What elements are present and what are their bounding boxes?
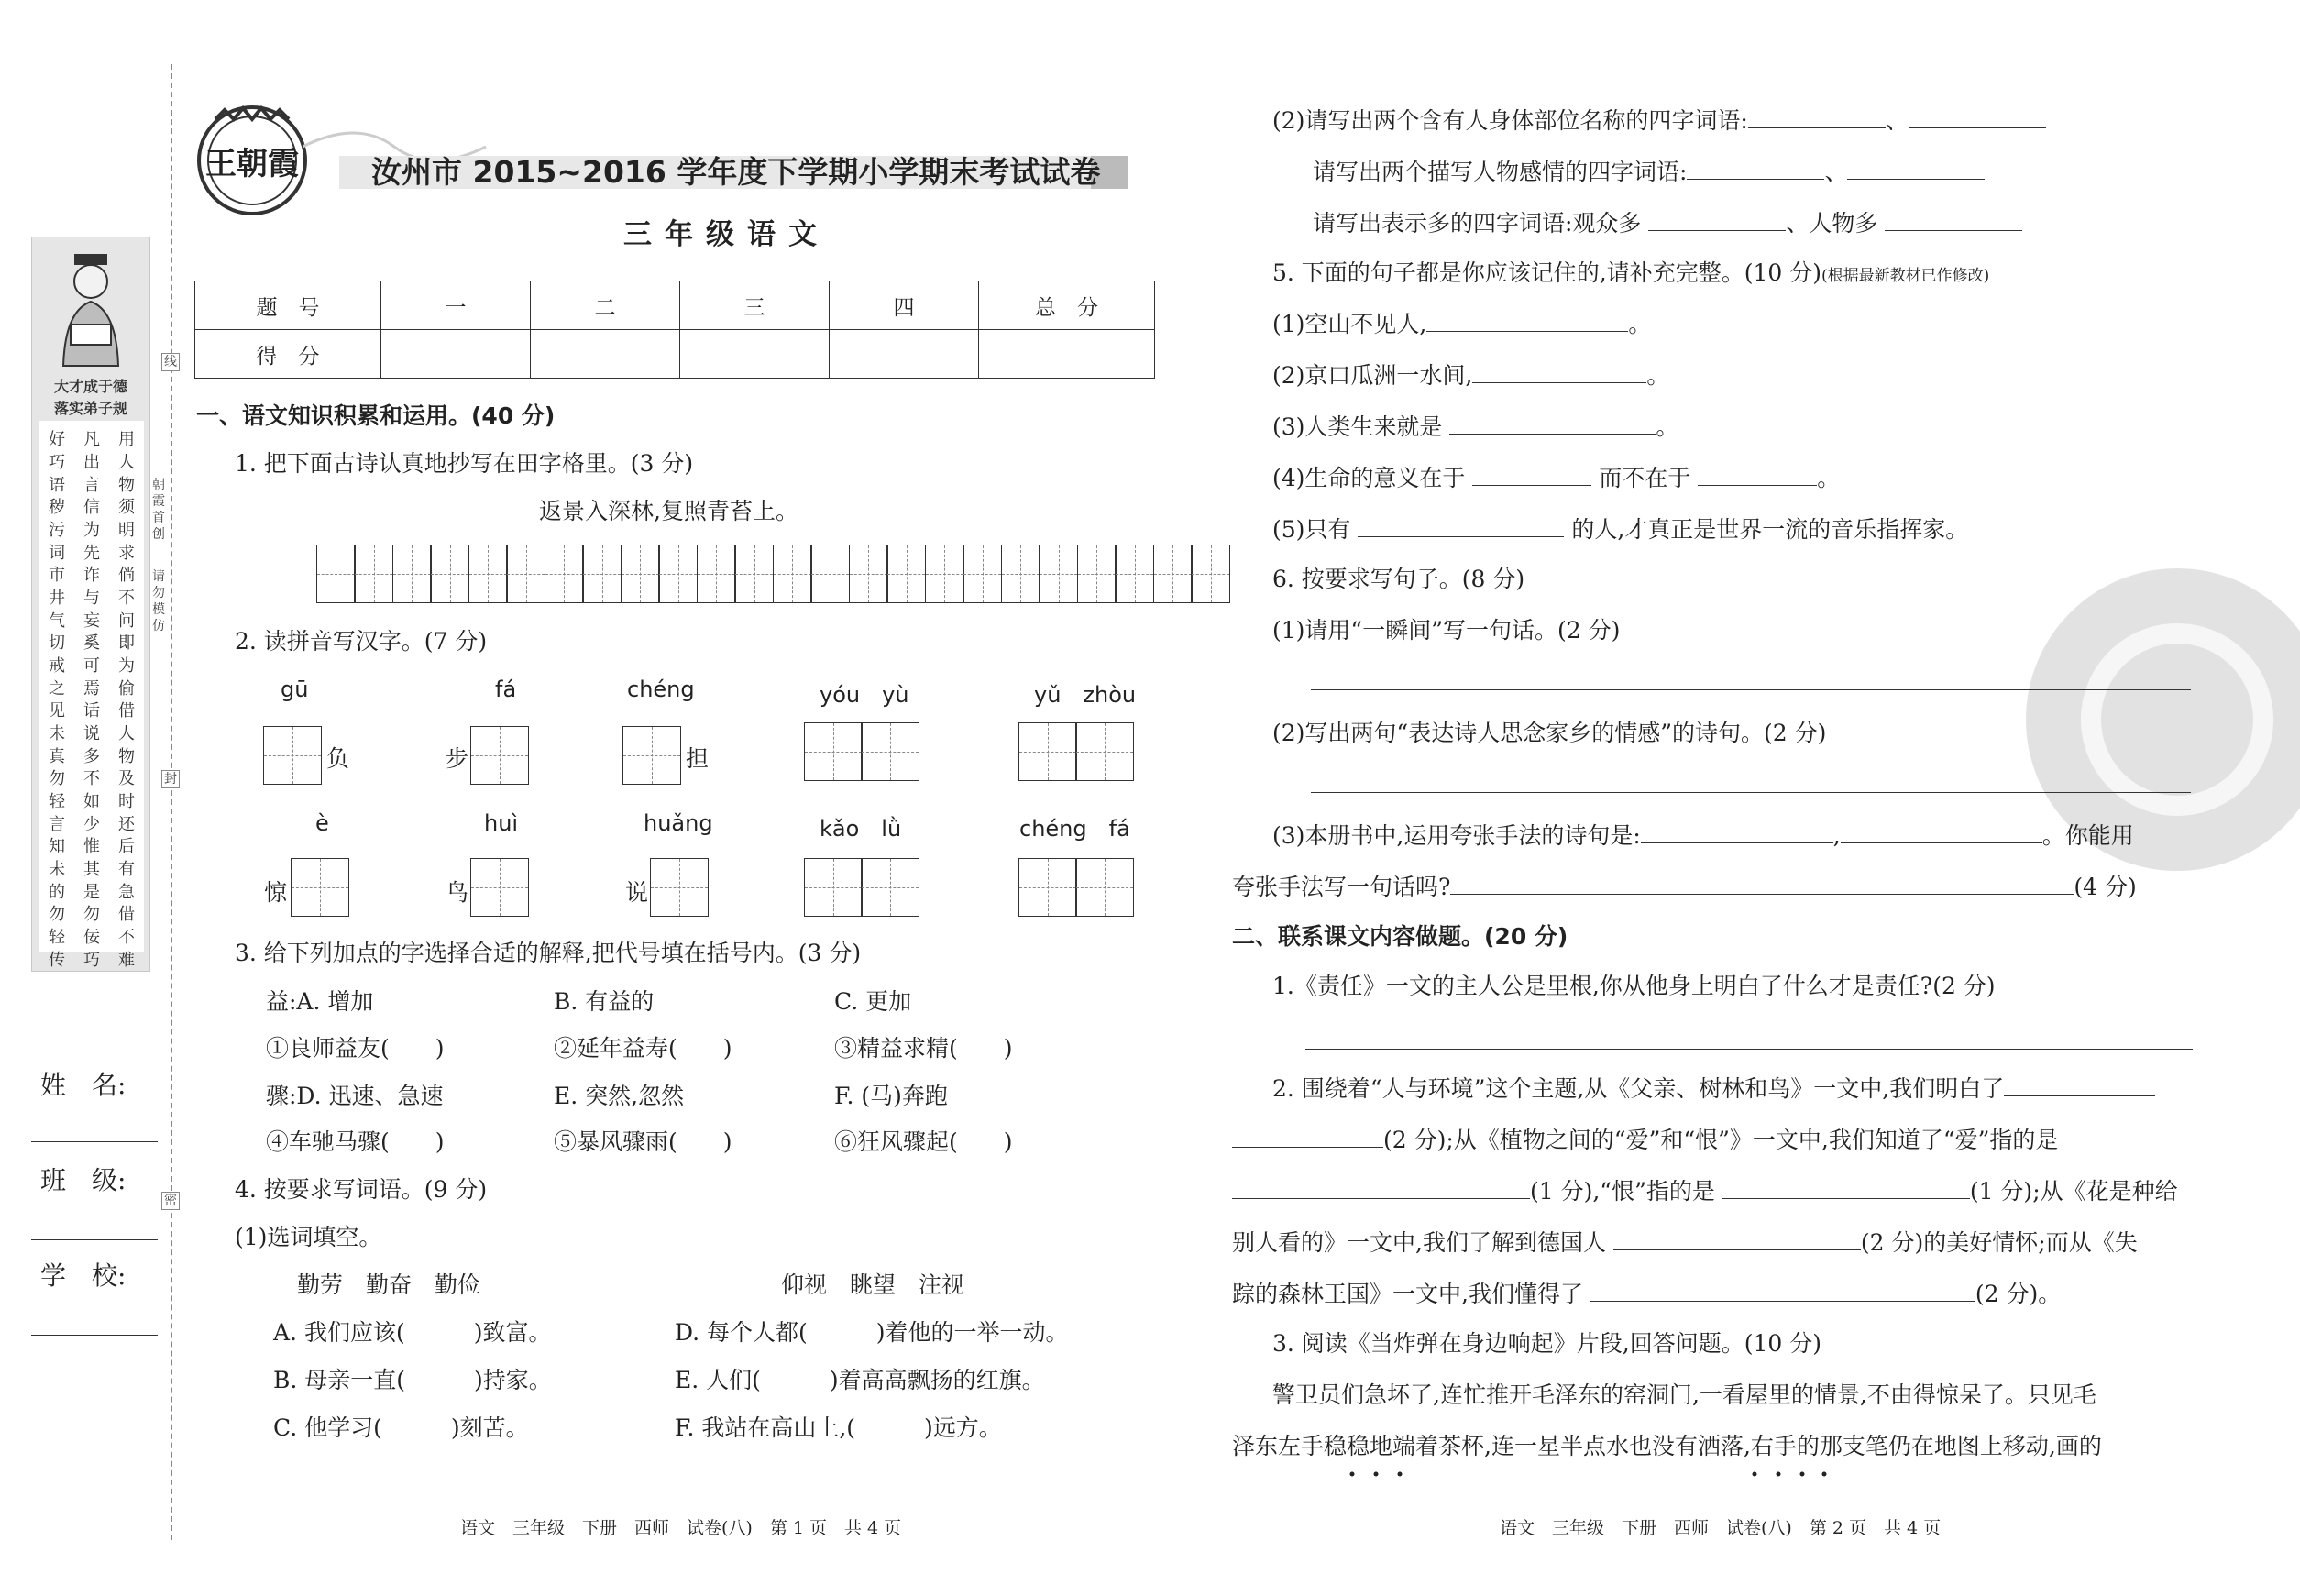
grid-cell[interactable]: [697, 545, 736, 603]
q5-5-text-b: 的人,才真正是世界一流的音乐指挥家。: [1571, 516, 1969, 543]
q3-option: 骤:D. 迅速、急速: [266, 1083, 444, 1109]
q3-option: B. 有益的: [554, 988, 655, 1015]
pinyin: huǎng: [644, 810, 713, 836]
fold-mark-1: 线: [161, 353, 180, 371]
grid-cell[interactable]: [392, 545, 432, 603]
answer-blank[interactable]: [1909, 107, 2046, 128]
score-header-cell: 四: [830, 281, 979, 330]
answer-blank[interactable]: [1885, 210, 2022, 231]
pinyin: kǎo lǜ: [820, 816, 902, 842]
answer-line[interactable]: [1311, 689, 2191, 690]
q3-item[interactable]: ③精益求精( ): [834, 1035, 1013, 1062]
q4-2-line-a: [1272, 106, 2046, 136]
grid-cell[interactable]: [621, 545, 660, 603]
q4-2-prompt-c: 请写出表示多的四字词语:观众多: [1313, 210, 1642, 237]
answer-blank[interactable]: [1358, 516, 1564, 537]
saying-col: 话说多: [83, 701, 100, 766]
emphasis-dots-1: [1343, 1463, 1416, 1469]
class-label: 班 级:: [40, 1165, 127, 1195]
q5-5-text-a: (5)只有: [1272, 516, 1351, 543]
pinyin: è: [315, 810, 329, 836]
answer-line[interactable]: [1305, 1049, 2193, 1050]
q5-5: [1272, 515, 1968, 545]
q3-item[interactable]: ⑤暴风骤雨( ): [554, 1128, 732, 1155]
emphasis-dots-2: [1745, 1463, 1828, 1469]
grid-cell[interactable]: [810, 545, 850, 603]
period: 。: [1817, 465, 1841, 491]
saying-col: 奚可焉: [83, 633, 100, 699]
grid-cell[interactable]: [1077, 545, 1117, 603]
q4-1-prompt: (1)选词填空。: [235, 1224, 382, 1250]
score-cell[interactable]: [381, 330, 531, 379]
tianzi-box[interactable]: [264, 726, 322, 785]
q3-option: E. 突然,忽然: [554, 1083, 685, 1109]
s2-q2-text-5a: 踪的森林王国》一文中,我们懂得了: [1232, 1281, 1583, 1307]
brand-logo-icon: [193, 101, 312, 220]
q6-2-prompt: (2)写出两句“表达诗人思念家乡的情感”的诗句。(2 分): [1272, 720, 1827, 746]
q4-prompt: 4. 按要求写词语。(9 分): [235, 1176, 488, 1203]
saying-col: 好巧语: [49, 430, 65, 495]
reading-paragraph-2: 泽东左手稳稳地端着茶杯,连一星半点水也没有洒落,右手的那支笔仍在地图上移动,画的: [1232, 1433, 2102, 1459]
answer-blank[interactable]: [1449, 413, 1656, 435]
s2-q1-prompt: 1.《责任》一文的主人公是里根,你从他身上明白了什么才是责任?(2 分): [1272, 973, 1996, 999]
answer-blank[interactable]: [1648, 210, 1786, 231]
q5-prompt: 5. 下面的句子都是你应该记住的,请补充完整。(10 分): [1272, 259, 1822, 286]
exam-title: 汝州市 2015~2016 学年度下学期小学期末考试试卷: [371, 154, 1101, 190]
saying-col: 知未的: [49, 837, 65, 902]
s2-q2-text-5b: (2 分)。: [1975, 1281, 2062, 1307]
saying-col: 倘不问: [118, 566, 135, 631]
given-char: 鸟: [446, 879, 469, 906]
pinyin: chéng: [627, 677, 695, 702]
score-cell[interactable]: [531, 330, 680, 379]
fold-line: [171, 64, 172, 1540]
tianzi-box[interactable]: [1019, 722, 1134, 781]
answer-blank[interactable]: [1748, 107, 1886, 128]
q4-2-line-b: [1313, 158, 1985, 187]
saying-col: 及时还: [118, 769, 135, 834]
school-label: 学 校:: [40, 1260, 127, 1291]
saying-col: 后有急: [118, 837, 135, 902]
class-field[interactable]: [31, 1239, 158, 1240]
score-header-cell: 题 号: [195, 281, 381, 330]
saying-col: 用人物: [118, 430, 135, 495]
left-strip: [31, 237, 150, 972]
q6-prompt: 6. 按要求写句子。(8 分): [1272, 566, 1525, 592]
saying-col: 信为先: [83, 498, 100, 563]
given-char: 担: [686, 745, 710, 772]
q4-item[interactable]: A. 我们应该( )致富。: [273, 1319, 552, 1346]
saying-col: 借不难: [118, 905, 135, 970]
s2-q2-text-3a: (1 分),“恨”指的是: [1530, 1178, 1715, 1205]
period: 。: [1656, 413, 1679, 440]
scholar-figure-icon: [54, 247, 127, 370]
q6-1-prompt: (1)请用“一瞬间”写一句话。(2 分): [1272, 617, 1621, 644]
q4-word-bank-1: 勤劳 勤奋 勤俭: [297, 1271, 481, 1298]
q6-3-text-b: ,: [1832, 822, 1841, 849]
saying-col: 须明求: [118, 498, 135, 563]
saying-col: 秽污词: [49, 498, 65, 563]
q6-3-text-d: 夸张手法写一句话吗?: [1232, 874, 1451, 900]
answer-line[interactable]: [1311, 792, 2191, 793]
tianzi-grid-row[interactable]: [317, 545, 1230, 603]
tianzi-box[interactable]: [471, 726, 529, 785]
grid-cell[interactable]: [316, 545, 356, 603]
q4-word-bank-2: 仰视 眺望 注视: [781, 1271, 965, 1298]
grid-cell[interactable]: [773, 545, 812, 603]
saying-col: 惟其是: [83, 837, 100, 902]
tianzi-box[interactable]: [1019, 858, 1134, 917]
saying-col: 即为偷: [118, 633, 135, 699]
q5-4: [1272, 464, 1840, 493]
q6-3-line-2: [1232, 873, 2137, 902]
tianzi-box[interactable]: [805, 858, 919, 917]
answer-blank[interactable]: [1698, 465, 1817, 486]
section-2-title: 二、联系课文内容做题。(20 分): [1232, 923, 1568, 950]
pinyin: chéng fá: [1019, 816, 1130, 842]
tianzi-box[interactable]: [292, 858, 349, 917]
given-char: 负: [326, 745, 350, 772]
s2-q2-text-4b: (2 分)的美好情怀;而从《失: [1860, 1229, 2138, 1256]
margin-note-2: 请勿模仿: [152, 569, 165, 633]
given-char: 步: [446, 745, 469, 772]
q3-item[interactable]: ①良师益友( ): [266, 1035, 445, 1062]
q4-item[interactable]: C. 他学习( )刻苦。: [273, 1414, 529, 1441]
answer-blank[interactable]: [1847, 159, 1985, 180]
answer-blank[interactable]: [1613, 1229, 1861, 1250]
score-cell[interactable]: [979, 330, 1155, 379]
q3-item[interactable]: ④车驰马骤( ): [266, 1128, 445, 1155]
tianzi-box[interactable]: [471, 858, 529, 917]
answer-blank[interactable]: [1641, 822, 1833, 843]
s2-q2-line-2: [1232, 1126, 2058, 1155]
q6-3-text-c: 。你能用: [2041, 822, 2134, 849]
motto-1: 大才成于德: [53, 378, 127, 395]
given-char: 惊: [264, 879, 288, 906]
q5-1-text: (1)空山不见人,: [1272, 311, 1427, 337]
q5-2: [1272, 361, 1669, 391]
grid-cell[interactable]: [963, 545, 1002, 603]
q3-item[interactable]: ②延年益寿( ): [554, 1035, 732, 1062]
grid-cell[interactable]: [925, 545, 964, 603]
separator: 、: [1824, 159, 1848, 185]
grid-cell[interactable]: [1039, 545, 1078, 603]
q4-item[interactable]: E. 人们( )着高高飘扬的红旗。: [675, 1367, 1045, 1393]
answer-blank[interactable]: [1426, 311, 1628, 332]
given-char: 说: [625, 879, 649, 906]
grid-cell[interactable]: [1153, 545, 1193, 603]
tianzi-box[interactable]: [805, 722, 919, 781]
motto-2: 落实弟子规: [53, 400, 127, 417]
answer-blank[interactable]: [1450, 874, 2074, 895]
answer-blank[interactable]: [1232, 1127, 1383, 1148]
fold-mark-2: 封: [161, 770, 180, 788]
name-label: 姓 名:: [40, 1070, 127, 1100]
saying-col: 借人物: [118, 701, 135, 766]
q4-item[interactable]: B. 母亲一直( )持家。: [273, 1367, 552, 1393]
answer-blank[interactable]: [1687, 159, 1824, 180]
score-table: [194, 281, 1155, 379]
period: 。: [1646, 362, 1670, 389]
saying-col: 不如少: [83, 769, 100, 834]
grid-cell[interactable]: [430, 545, 469, 603]
q5-1: [1272, 310, 1651, 339]
grid-cell[interactable]: [1001, 545, 1040, 603]
score-cell[interactable]: [680, 330, 830, 379]
q3-option: C. 更加: [834, 988, 912, 1015]
page-1-footer: 语文 三年级 下册 西师 试卷(八) 第 1 页 共 4 页: [460, 1518, 902, 1538]
grid-cell[interactable]: [545, 545, 584, 603]
q1-prompt: 1. 把下面古诗认真地抄写在田字格里。(3 分): [235, 450, 694, 477]
s2-q2-line-4: [1232, 1228, 2138, 1258]
s2-q2-text-3b: (1 分);从《花是种给: [1969, 1178, 2178, 1205]
q4-2-line-c: [1313, 209, 2022, 238]
score-row-label: 得 分: [195, 330, 381, 379]
s2-q3-prompt: 3. 阅读《当炸弹在身边响起》片段,回答问题。(10 分): [1272, 1330, 1822, 1357]
q2-prompt: 2. 读拼音写汉字。(7 分): [235, 628, 488, 655]
fold-mark-3: 密: [161, 1192, 180, 1210]
saying-col: 见未真: [49, 701, 65, 766]
score-header-cell: 一: [381, 281, 531, 330]
grid-cell[interactable]: [886, 545, 926, 603]
answer-blank[interactable]: [1472, 362, 1646, 383]
pinyin: fá: [495, 677, 517, 702]
pinyin: gū: [281, 677, 309, 702]
grid-cell[interactable]: [849, 545, 888, 603]
period: 。: [1628, 311, 1652, 337]
q1-poem: 返景入深林,复照青苔上。: [539, 498, 798, 524]
s2-q2-line-3: [1232, 1177, 2178, 1206]
saying-col: 切戒之: [49, 633, 65, 699]
reading-paragraph-1: 警卫员们急坏了,连忙推开毛泽东的窑洞门,一看屋里的情景,不由得惊呆了。只见毛: [1272, 1381, 2096, 1408]
answer-blank[interactable]: [1590, 1281, 1975, 1302]
q4-2-prompt-c2: 、人物多: [1786, 210, 1878, 237]
q5-4-text-b: 而不在于: [1599, 465, 1691, 491]
grid-cell[interactable]: [354, 545, 393, 603]
grid-cell[interactable]: [1115, 545, 1154, 603]
exam-subject: 三年级语文: [623, 218, 830, 251]
q4-item[interactable]: F. 我站在高山上,( )远方。: [675, 1414, 1002, 1441]
q6-3-line: [1272, 821, 2134, 851]
s2-q2-text-2: (2 分);从《植物之间的“爱”和“恨”》一文中,我们知道了“爱”指的是: [1383, 1127, 2059, 1153]
saying-col: 市井气: [49, 566, 65, 631]
answer-blank[interactable]: [1841, 822, 2042, 843]
grid-cell[interactable]: [1191, 545, 1230, 603]
s2-q2-text-1: 2. 围绕着“人与环境”这个主题,从《父亲、树林和鸟》一文中,我们明白了: [1272, 1075, 2005, 1102]
q3-item[interactable]: ⑥狂风骤起( ): [834, 1128, 1013, 1155]
pinyin: yǔ zhòu: [1034, 682, 1137, 708]
pinyin: yóu yù: [820, 682, 909, 708]
q5-line: [1272, 259, 1989, 291]
school-field[interactable]: [31, 1335, 158, 1336]
s2-q2-text-4a: 别人看的》一文中,我们了解到德国人: [1232, 1229, 1606, 1256]
section-1-title: 一、语文知识积累和运用。(40 分): [196, 402, 556, 429]
saying-col: 勿轻传: [49, 905, 65, 970]
q5-note: (根据最新教材已作修改): [1821, 267, 1990, 285]
q5-2-text: (2)京口瓜洲一水间,: [1272, 362, 1473, 389]
grid-cell[interactable]: [506, 545, 545, 603]
q5-4-text-a: (4)生命的意义在于: [1272, 465, 1466, 491]
margin-note-1: 朝霞首创: [152, 478, 165, 542]
s2-q2-line-1: [1272, 1074, 2155, 1104]
q4-item[interactable]: D. 每个人都( )着他的一举一动。: [675, 1319, 1069, 1346]
q5-3: [1272, 413, 1678, 442]
q6-3-text-e: (4 分): [2074, 874, 2137, 900]
grid-cell[interactable]: [658, 545, 698, 603]
score-cell[interactable]: [830, 330, 979, 379]
q3-option: F. (马)奔跑: [834, 1083, 948, 1109]
score-header-cell: 三: [680, 281, 830, 330]
q4-2-prompt-b: 请写出两个描写人物感情的四字词语:: [1313, 159, 1688, 185]
q5-3-text: (3)人类生来就是: [1272, 413, 1443, 440]
tianzi-box[interactable]: [623, 726, 681, 785]
score-header-cell: 总 分: [979, 281, 1155, 330]
sayings-panel: [39, 421, 144, 970]
s2-q2-line-5: [1232, 1280, 2061, 1309]
saying-col: 诈与妄: [83, 566, 100, 631]
brand-text: 王朝霞: [205, 146, 299, 182]
q6-3-text-a: (3)本册书中,运用夸张手法的诗句是:: [1272, 822, 1641, 849]
answer-blank[interactable]: [1722, 1178, 1970, 1199]
answer-blank[interactable]: [1472, 465, 1591, 486]
grid-cell[interactable]: [582, 545, 622, 603]
saying-col: 凡出言: [83, 430, 100, 495]
name-field[interactable]: [31, 1141, 158, 1142]
saying-col: 勿轻言: [49, 769, 65, 834]
page-2-footer: 语文 三年级 下册 西师 试卷(八) 第 2 页 共 4 页: [1500, 1518, 1942, 1538]
grid-cell[interactable]: [468, 545, 508, 603]
q4-2-prompt-a: (2)请写出两个含有人身体部位名称的四字词语:: [1272, 107, 1748, 134]
score-header-cell: 二: [531, 281, 680, 330]
q3-option: 益:A. 增加: [266, 988, 374, 1015]
saying-col: 勿佞巧: [83, 905, 100, 970]
grid-cell[interactable]: [734, 545, 774, 603]
separator: 、: [1885, 107, 1909, 134]
tianzi-box[interactable]: [651, 858, 709, 917]
answer-blank[interactable]: [1232, 1178, 1530, 1199]
pinyin: huì: [484, 810, 519, 836]
answer-blank[interactable]: [2004, 1075, 2155, 1096]
q3-prompt: 3. 给下列加点的字选择合适的解释,把代号填在括号内。(3 分): [235, 940, 862, 966]
